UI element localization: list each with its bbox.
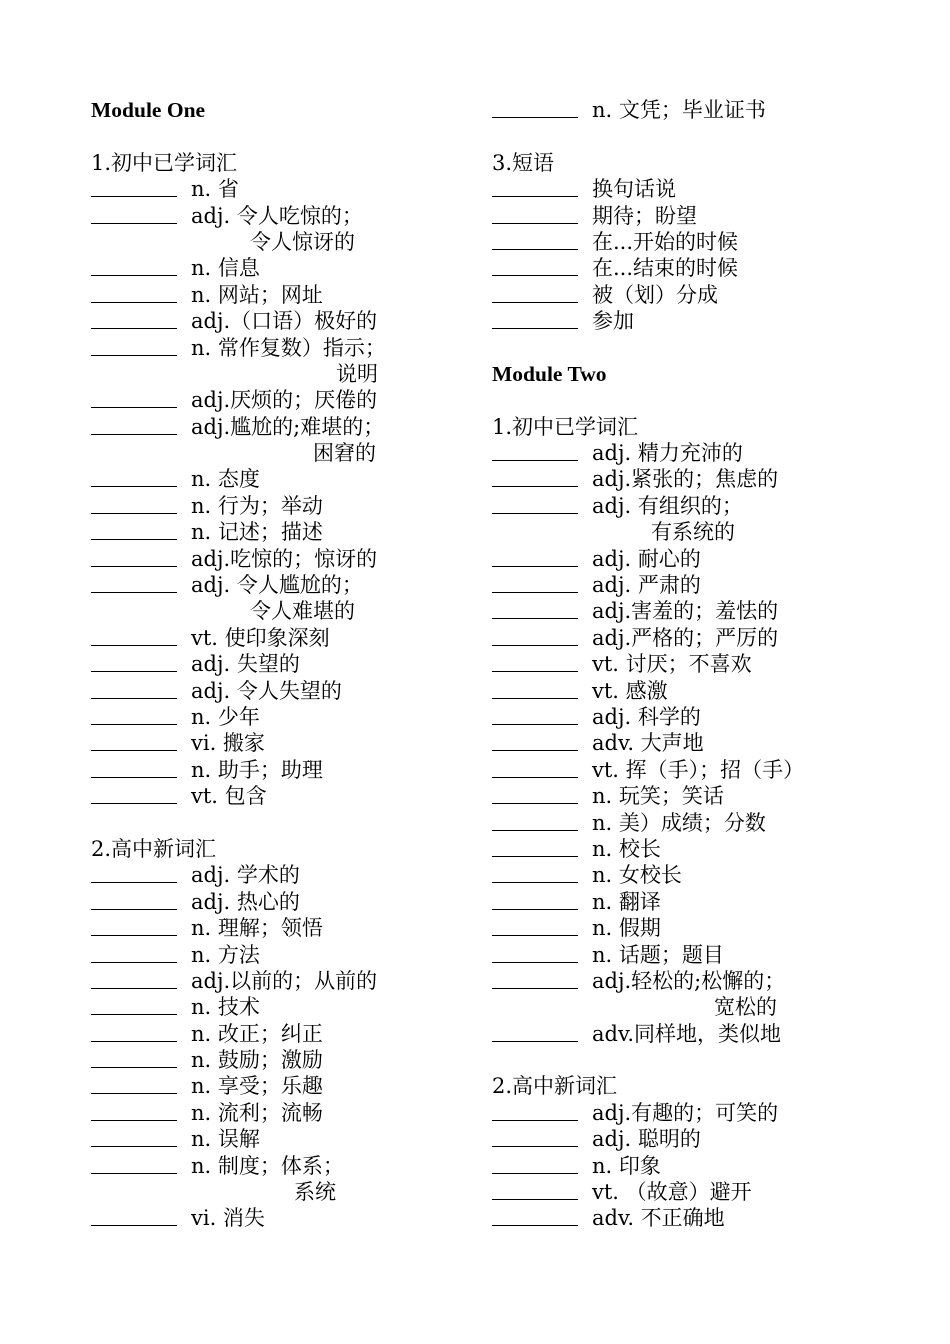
definition-text: adj. 令人尴尬的； [191,573,363,598]
vocab-entry [91,282,511,308]
answer-blank-line [91,962,177,963]
answer-blank-line [91,1173,177,1174]
vocab-entry [91,730,511,756]
answer-blank-line [492,592,578,593]
definition-continuation: 说明 [336,361,378,386]
word-list [492,97,912,123]
answer-blank-line [91,1014,177,1015]
section-title-senior-vocab: 2.高中新词汇 [91,836,217,861]
answer-blank-line [492,645,578,646]
definition-text: vt. 讨厌；不喜欢 [592,652,752,677]
module-one-title: Module One [91,98,206,122]
answer-blank-line [492,460,578,461]
vocab-entry [91,335,511,361]
definition-text: vt. 感激 [592,678,668,703]
definition-text: adj. 令人失望的 [191,678,342,703]
answer-blank-line [91,275,177,276]
answer-blank-line [492,1225,578,1226]
answer-blank-line [492,671,578,672]
vocab-entry [91,203,511,229]
vocab-entry [492,546,912,572]
vocab-entry [492,810,912,836]
definition-text: adj. 有组织的； [592,493,743,518]
answer-blank-line [91,671,177,672]
answer-blank-line [91,1093,177,1094]
vocab-entry [91,308,511,334]
vocab-entry [91,968,511,994]
definition-text: n. 流利；流畅 [191,1100,323,1125]
answer-blank-line [492,1041,578,1042]
vocab-entry [492,836,912,862]
vocab-entry [492,704,912,730]
definition-text: n. 少年 [191,704,260,729]
definition-text: 被（划）分成 [592,282,718,307]
answer-blank-line [492,882,578,883]
vocab-entry [91,1205,511,1231]
answer-blank-line [492,618,578,619]
word-list [492,440,912,1047]
answer-blank-line [492,249,578,250]
answer-blank-line [492,196,578,197]
answer-blank-line [91,909,177,910]
vocab-entry [91,572,511,598]
answer-blank-line [91,196,177,197]
vocab-entry [91,678,511,704]
answer-blank-line [91,355,177,356]
module-two-title: Module Two [492,361,607,386]
word-list [91,862,511,1231]
definition-text: adj.尴尬的;难堪的； [191,414,385,439]
answer-blank-line [91,1120,177,1121]
definition-text: adj.吃惊的；惊讶的 [191,546,378,571]
vocab-entry [492,440,912,466]
answer-blank-line [492,935,578,936]
definition-text: 在...开始的时候 [592,229,739,254]
vocab-entry [91,757,511,783]
answer-blank-line [91,407,177,408]
definition-text: vt. （故意）避开 [592,1180,752,1205]
answer-blank-line [91,803,177,804]
left-column [91,97,511,1232]
answer-blank-line [91,434,177,435]
definition-text: adv.同样地，类似地 [592,1021,782,1046]
vocab-entry [492,1126,912,1152]
vocab-entry [492,598,912,624]
vocab-entry [492,942,912,968]
vocab-entry [492,1021,912,1047]
answer-blank-line [492,328,578,329]
definition-text: n. 校长 [592,836,661,861]
answer-blank-line [91,777,177,778]
vocab-entry [492,889,912,915]
definition-continuation: 有系统的 [651,520,735,545]
answer-blank-line [492,856,578,857]
definition-text: n. 信息 [191,256,260,281]
definition-text: n. 省 [191,177,239,202]
vocab-entry [492,493,912,519]
vocab-entry [492,757,912,783]
definition-text: adj.轻松的;松懈的； [592,968,786,993]
answer-blank-line [91,882,177,883]
vocab-entry [492,625,912,651]
word-list [492,1100,912,1232]
definition-continuation-row [91,440,511,466]
answer-blank-line [91,1067,177,1068]
definition-continuation-row [91,229,511,255]
vocab-entry [91,783,511,809]
answer-blank-line [492,1173,578,1174]
vocab-entry [91,889,511,915]
answer-blank-line [91,513,177,514]
answer-blank-line [492,513,578,514]
definition-text: vt. 挥（手）；招（手） [592,757,805,782]
vocab-entry [492,255,912,281]
section-title-junior-vocab: 1.初中已学词汇 [492,414,639,439]
definition-text: 换句话说 [592,177,676,202]
definition-continuation: 宽松的 [714,995,777,1020]
definition-text: adj.严格的；严厉的 [592,625,779,650]
answer-blank-line [91,566,177,567]
definition-text: n. 误解 [191,1127,260,1152]
vocab-entry [492,1179,912,1205]
answer-blank-line [492,909,578,910]
definition-text: n. 话题；题目 [592,942,724,967]
definition-text: 期待；盼望 [592,203,697,228]
vocab-entry [91,466,511,492]
definition-text: adj. 学术的 [191,863,300,888]
answer-blank-line [492,486,578,487]
answer-blank-line [492,803,578,804]
answer-blank-line [91,988,177,989]
answer-blank-line [492,1120,578,1121]
word-list [91,176,511,809]
answer-blank-line [492,698,578,699]
vocab-entry [91,1153,511,1179]
vocab-entry [492,282,912,308]
definition-text: adj. 耐心的 [592,546,701,571]
answer-blank-line [91,724,177,725]
vocab-entry [492,915,912,941]
definition-text: n. 改正；纠正 [191,1021,323,1046]
vocab-entry [91,176,511,202]
vocab-entry [91,625,511,651]
answer-blank-line [91,935,177,936]
vocab-entry [492,1153,912,1179]
definition-text: n. 印象 [592,1153,661,1178]
vocab-entry [91,1100,511,1126]
definition-text: adj. 严肃的 [592,573,701,598]
answer-blank-line [91,539,177,540]
vocab-entry [492,862,912,888]
definition-text: vi. 搬家 [191,731,265,756]
definition-text: n. 常作复数）指示； [191,335,386,360]
vocab-entry [91,255,511,281]
definition-continuation: 困窘的 [313,441,376,466]
answer-blank-line [492,750,578,751]
definition-text: adj.有趣的；可笑的 [592,1100,779,1125]
answer-blank-line [492,117,578,118]
definition-text: n. 态度 [191,467,260,492]
answer-blank-line [91,1041,177,1042]
vocab-entry [492,783,912,809]
definition-text: n. 文凭；毕业证书 [592,98,766,122]
vocab-entry [91,942,511,968]
definition-text: n. 技术 [191,995,260,1020]
vocab-entry [91,387,511,413]
vocab-entry [91,915,511,941]
vocab-entry [91,704,511,730]
definition-text: adv. 不正确地 [592,1206,725,1231]
answer-blank-line [492,566,578,567]
vocab-entry [492,572,912,598]
vocab-entry [492,730,912,756]
definition-text: adj. 科学的 [592,704,701,729]
vocab-entry [492,97,912,123]
vocab-entry [492,176,912,202]
vocab-entry [91,493,511,519]
vocab-entry [91,1021,511,1047]
answer-blank-line [492,988,578,989]
definition-text: adj.以前的；从前的 [191,968,378,993]
vocab-entry [91,1073,511,1099]
answer-blank-line [91,645,177,646]
vocab-entry [492,203,912,229]
definition-text: n. 方法 [191,942,260,967]
answer-blank-line [492,223,578,224]
definition-text: n. 翻译 [592,889,661,914]
definition-continuation-row [91,361,511,387]
vocab-entry [91,414,511,440]
answer-blank-line [492,302,578,303]
definition-text: adj. 令人吃惊的； [191,203,363,228]
vocab-entry [91,651,511,677]
definition-text: n. 记述；描述 [191,520,323,545]
answer-blank-line [91,302,177,303]
vocab-entry [492,1100,912,1126]
answer-blank-line [91,750,177,751]
answer-blank-line [91,486,177,487]
definition-text: n. 玩笑；笑话 [592,784,724,809]
definition-continuation-row [492,994,912,1020]
answer-blank-line [91,328,177,329]
phrase-list [492,176,912,334]
answer-blank-line [91,1146,177,1147]
definition-text: adj. 聪明的 [592,1127,701,1152]
definition-text: n. 制度；体系； [191,1153,344,1178]
vocab-entry [492,1205,912,1231]
vocab-entry [492,968,912,994]
definition-text: adv. 大声地 [592,731,704,756]
definition-text: n. 美）成绩；分数 [592,810,766,835]
definition-text: adj.（口语）极好的 [191,309,378,334]
definition-text: adj.厌烦的；厌倦的 [191,388,378,413]
answer-blank-line [91,1225,177,1226]
vocab-entry [492,678,912,704]
definition-continuation-row [91,598,511,624]
vocab-entry [91,1126,511,1152]
answer-blank-line [492,1199,578,1200]
section-title-phrases: 3.短语 [492,150,555,175]
answer-blank-line [492,777,578,778]
answer-blank-line [492,724,578,725]
answer-blank-line [91,592,177,593]
definition-text: adj.害羞的；羞怯的 [592,599,779,624]
definition-text: adj.紧张的；焦虑的 [592,467,779,492]
definition-text: adj. 热心的 [191,889,300,914]
definition-text: n. 理解；领悟 [191,916,323,941]
definition-continuation-row [492,519,912,545]
section-title-senior-vocab: 2.高中新词汇 [492,1074,618,1099]
definition-text: n. 网站；网址 [191,282,323,307]
definition-text: n. 助手；助理 [191,757,323,782]
definition-continuation-row [91,1179,511,1205]
definition-text: vt. 包含 [191,784,267,809]
definition-text: vt. 使印象深刻 [191,625,330,650]
vocab-entry [492,651,912,677]
vocab-entry [492,229,912,255]
answer-blank-line [492,1146,578,1147]
definition-text: n. 享受；乐趣 [191,1074,323,1099]
definition-text: adj. 精力充沛的 [592,441,743,466]
definition-text: n. 行为；举动 [191,493,323,518]
definition-text: adj. 失望的 [191,652,300,677]
vocab-entry [492,466,912,492]
definition-continuation: 系统 [294,1180,336,1205]
right-column [492,97,912,1232]
definition-text: n. 女校长 [592,863,682,888]
section-title-junior-vocab: 1.初中已学词汇 [91,150,238,175]
vocab-entry [91,1047,511,1073]
answer-blank-line [91,698,177,699]
vocab-entry [91,862,511,888]
definition-text: n. 鼓励；激励 [191,1048,323,1073]
definition-text: vi. 消失 [191,1206,265,1231]
answer-blank-line [492,830,578,831]
answer-blank-line [91,223,177,224]
definition-text: 参加 [592,309,634,334]
vocab-entry [91,994,511,1020]
vocab-entry [492,308,912,334]
answer-blank-line [492,962,578,963]
vocab-entry [91,546,511,572]
answer-blank-line [492,275,578,276]
definition-continuation: 令人难堪的 [250,599,355,624]
vocab-entry [91,519,511,545]
definition-continuation: 令人惊讶的 [250,229,355,254]
definition-text: 在...结束的时候 [592,256,739,281]
definition-text: n. 假期 [592,916,661,941]
